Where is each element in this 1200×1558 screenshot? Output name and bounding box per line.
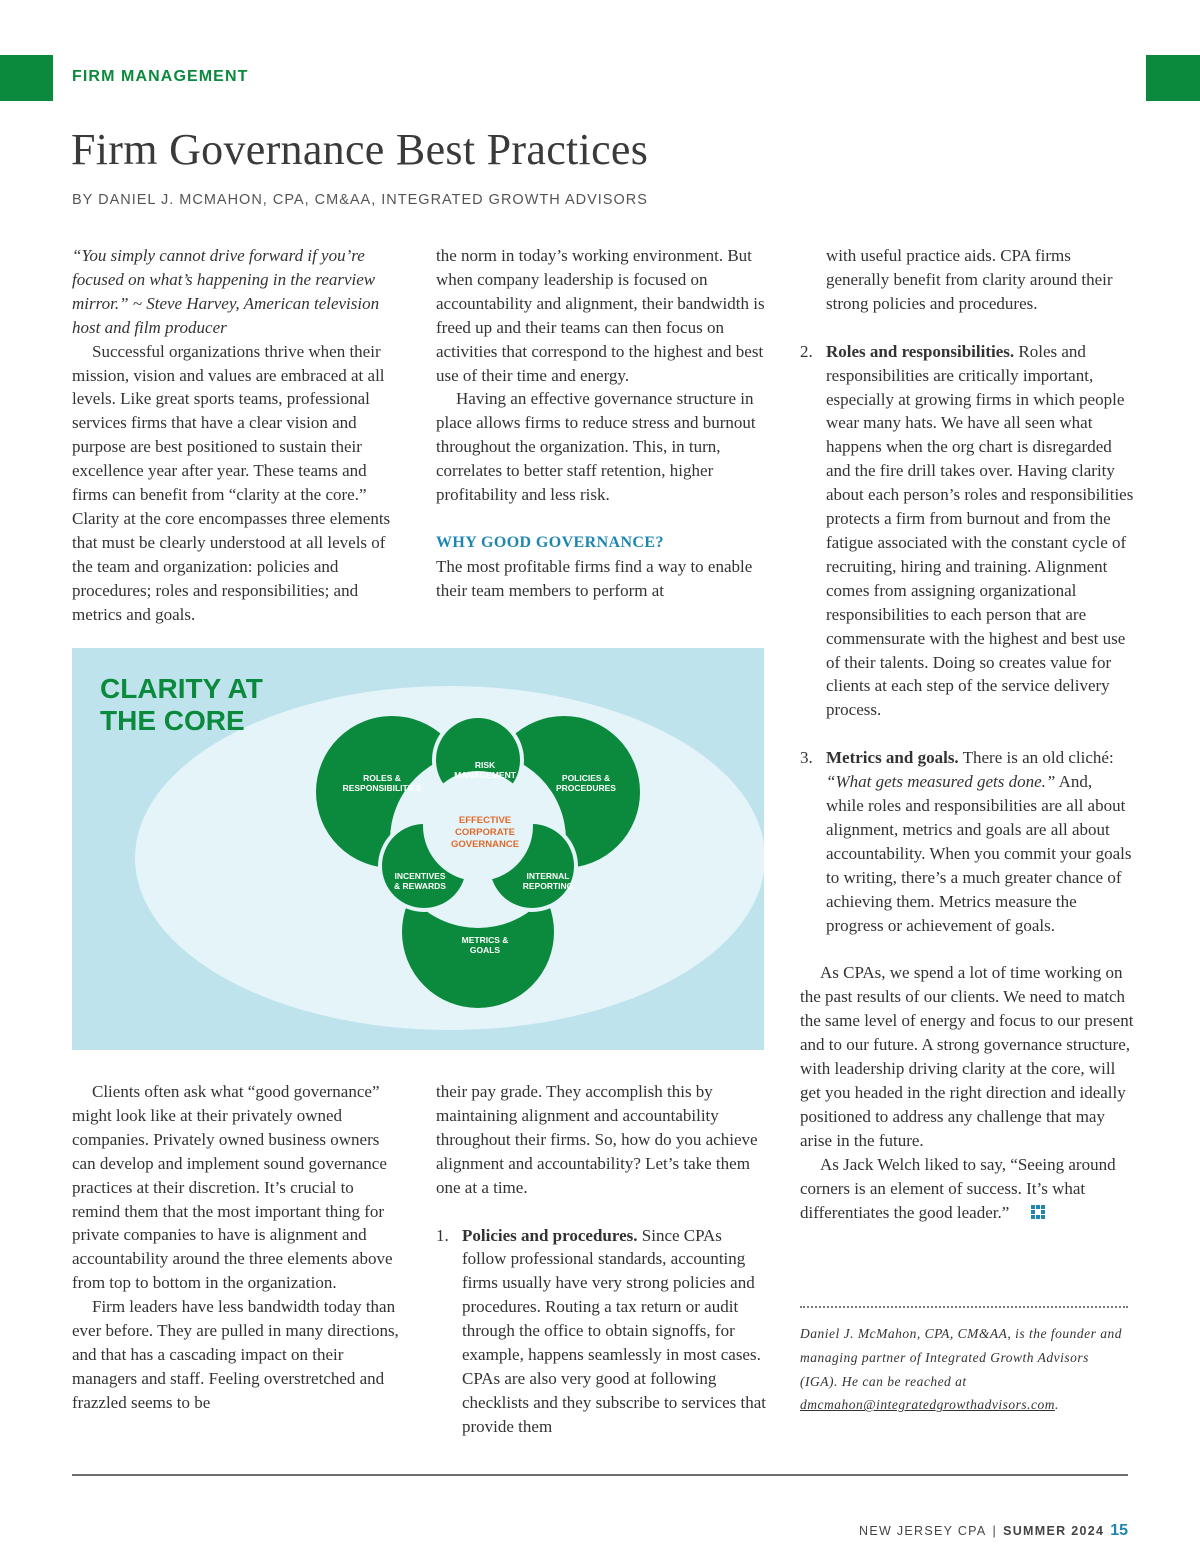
publication-name: NEW JERSEY CPA	[859, 1524, 987, 1538]
list-text: Roles and responsibilities are critically important, especially at growing firms in which people wear many hats. We have all seen what happens when the org chart is disregarded and the fire drill takes over. Having clarity about each person’s roles and responsibilities protects a firm from burnout and from the fatigue associated with the constant cycle of recruiting, hiring and training. Alignment comes from assigning organizational responsibilities to each person that are commensurate with the highest and best use of their talents. Doing so creates value for clients at each step of the service delivery process.	[826, 341, 1134, 720]
metrics-label-1: METRICS &	[461, 935, 509, 945]
bio-divider	[800, 1306, 1128, 1308]
list-item-roles	[800, 340, 1134, 723]
subheading: WHY GOOD GOVERNANCE?	[436, 533, 664, 551]
list-text: There is an old cliché:	[958, 748, 1114, 768]
bio-text: Daniel J. McMahon, CPA, CM&AA, is the founder and managing partner of Integrated Growth Advisors (IGA). He can be reached at	[800, 1326, 1122, 1389]
closing-text: As Jack Welch liked to say, “Seeing around corners is an element of success. It’s what differentiates the good leader.”	[800, 1154, 1116, 1222]
center-label-3: GOVERNANCE	[450, 839, 520, 850]
article-title: Firm Governance Best Practices	[71, 125, 649, 174]
list-heading: Metrics and goals.	[826, 748, 959, 768]
incentives-label-1: INCENTIVES	[394, 871, 446, 881]
incentives-label-2: & REWARDS	[394, 881, 446, 891]
list-item-metrics	[800, 746, 1134, 937]
list-text: And, while roles and responsibilities are all about alignment, metrics and goals are all about accountability. When you commit your goals to writing, there’s a much greater chance of achieving them. Metrics measure the progress or achievement of goals.	[826, 772, 1132, 935]
issue-label: SUMMER 2024	[1003, 1524, 1105, 1538]
footer-separator: |	[992, 1524, 998, 1538]
column-3	[800, 244, 1134, 1226]
column-1-bottom	[72, 1080, 404, 1415]
opening-quote: “You simply cannot drive forward if you’re focused on what’s happening in the rearview mirror.” ~ Steve Harvey, American television host and film producer	[72, 246, 380, 337]
list-item-policies	[436, 1224, 770, 1439]
list-heading: Policies and procedures.	[462, 1225, 638, 1245]
column-2-top	[436, 244, 770, 603]
paragraph: Successful organizations thrive when their mission, vision and values are embraced at all levels. Like great sports teams, professional services firms that have a clear vision and purpose are best positioned to sustain their excellence year after year. These teams and firms can benefit from “clarity at the core.” Clarity at the core encompasses three elements that must be clearly understood at all levels of the team and organization: policies and procedures; roles and responsibilities; and metrics and goals.	[72, 341, 391, 624]
page-footer	[859, 1522, 1128, 1540]
diagram-title-line1: CLARITY AT	[100, 673, 263, 704]
internal-label-2: REPORTING	[522, 881, 574, 891]
list-text: Since CPAs follow professional standards, accounting firms usually have very strong policies and procedures. Routing a tax return or audit through the office to obtain signoffs, for example, happens seamlessly in most cases. CPAs are also very good at following checklists and they subscribe to services that provide them	[462, 1225, 767, 1436]
metrics-label-2: GOALS	[469, 945, 501, 955]
section-tab-left	[0, 55, 53, 101]
center-label-1: EFFECTIVE	[458, 815, 512, 826]
column-1-top	[72, 244, 404, 627]
policies-label-1: POLICIES &	[561, 773, 611, 783]
clarity-diagram-graphic	[72, 648, 764, 1050]
risk-label-1: RISK	[474, 760, 496, 770]
paragraph: Clients often ask what “good governance” might look like at their privately owned companies. Privately owned business owners can develop and implement sound governance practices at their discretion. It’s crucial to remind them that the most important thing for private companies to have is alignment and accountability around the three elements above from top to bottom in the organization.	[72, 1082, 393, 1293]
risk-label-2: MANAGEMENT	[454, 770, 516, 780]
paragraph: Having an effective governance structure in place allows firms to reduce stress and burnout throughout the organization. This, in turn, correlates to better staff retention, higher profitability and less risk.	[436, 389, 756, 505]
paragraph: the norm in today’s working environment. But when company leadership is focused on accountability and alignment, their bandwidth is freed up and their teams can then focus on activities that correspond to the highest and best use of their time and energy.	[436, 246, 765, 385]
footer-rule	[72, 1474, 1128, 1476]
center-hub	[423, 771, 533, 881]
list-quote: “What gets measured gets done.”	[826, 772, 1056, 792]
clarity-diagram	[72, 648, 764, 1050]
page-number: 15	[1110, 1522, 1128, 1539]
list-item-continued	[800, 244, 1134, 316]
roles-label-2: RESPONSIBILITIES	[342, 783, 422, 793]
author-email-link[interactable]: dmcmahon@integratedgrowthadvisors.com	[800, 1397, 1056, 1413]
section-label: FIRM MANAGEMENT	[72, 68, 249, 85]
author-bio	[800, 1322, 1128, 1417]
internal-label-1: INTERNAL	[526, 871, 570, 881]
list-text: with useful practice aids. CPA firms generally benefit from clarity around their strong policies and procedures.	[826, 246, 1113, 313]
list-number: 3.	[800, 748, 813, 768]
policies-label-2: PROCEDURES	[556, 783, 616, 793]
list-heading: Roles and responsibilities.	[826, 341, 1015, 361]
list-number: 2.	[800, 341, 813, 361]
byline: BY DANIEL J. MCMAHON, CPA, CM&AA, INTEGRATED GROWTH ADVISORS	[72, 192, 648, 208]
section-tab-right	[1146, 55, 1200, 101]
roles-label-1: ROLES &	[363, 773, 401, 783]
diagram-title-line2: THE CORE	[100, 705, 245, 736]
closing-paragraph	[800, 1153, 1134, 1226]
paragraph: their pay grade. They accomplish this by maintaining alignment and accountability throughout their firms. So, how do you achieve alignment and accountability? Let’s take them one at a time.	[436, 1082, 758, 1197]
paragraph: The most profitable firms find a way to enable their team members to perform at	[436, 556, 753, 600]
bio-end: .	[1055, 1397, 1059, 1413]
column-2-bottom	[436, 1080, 770, 1439]
paragraph: As CPAs, we spend a lot of time working on the past results of our clients. We need to match the same level of energy and focus to our present and to our future. A strong governance structure, with leadership driving clarity at the core, will get you headed in the right direction and ideally positioned to address any challenge that may arise in the future.	[800, 963, 1134, 1150]
list-number: 1.	[436, 1225, 449, 1245]
end-mark-icon	[1011, 1202, 1045, 1226]
center-label-2: CORPORATE	[455, 827, 515, 838]
paragraph: Firm leaders have less bandwidth today than ever before. They are pulled in many directions, and that has a cascading impact on their managers and staff. Feeling overstretched and frazzled seems to be	[72, 1297, 399, 1412]
